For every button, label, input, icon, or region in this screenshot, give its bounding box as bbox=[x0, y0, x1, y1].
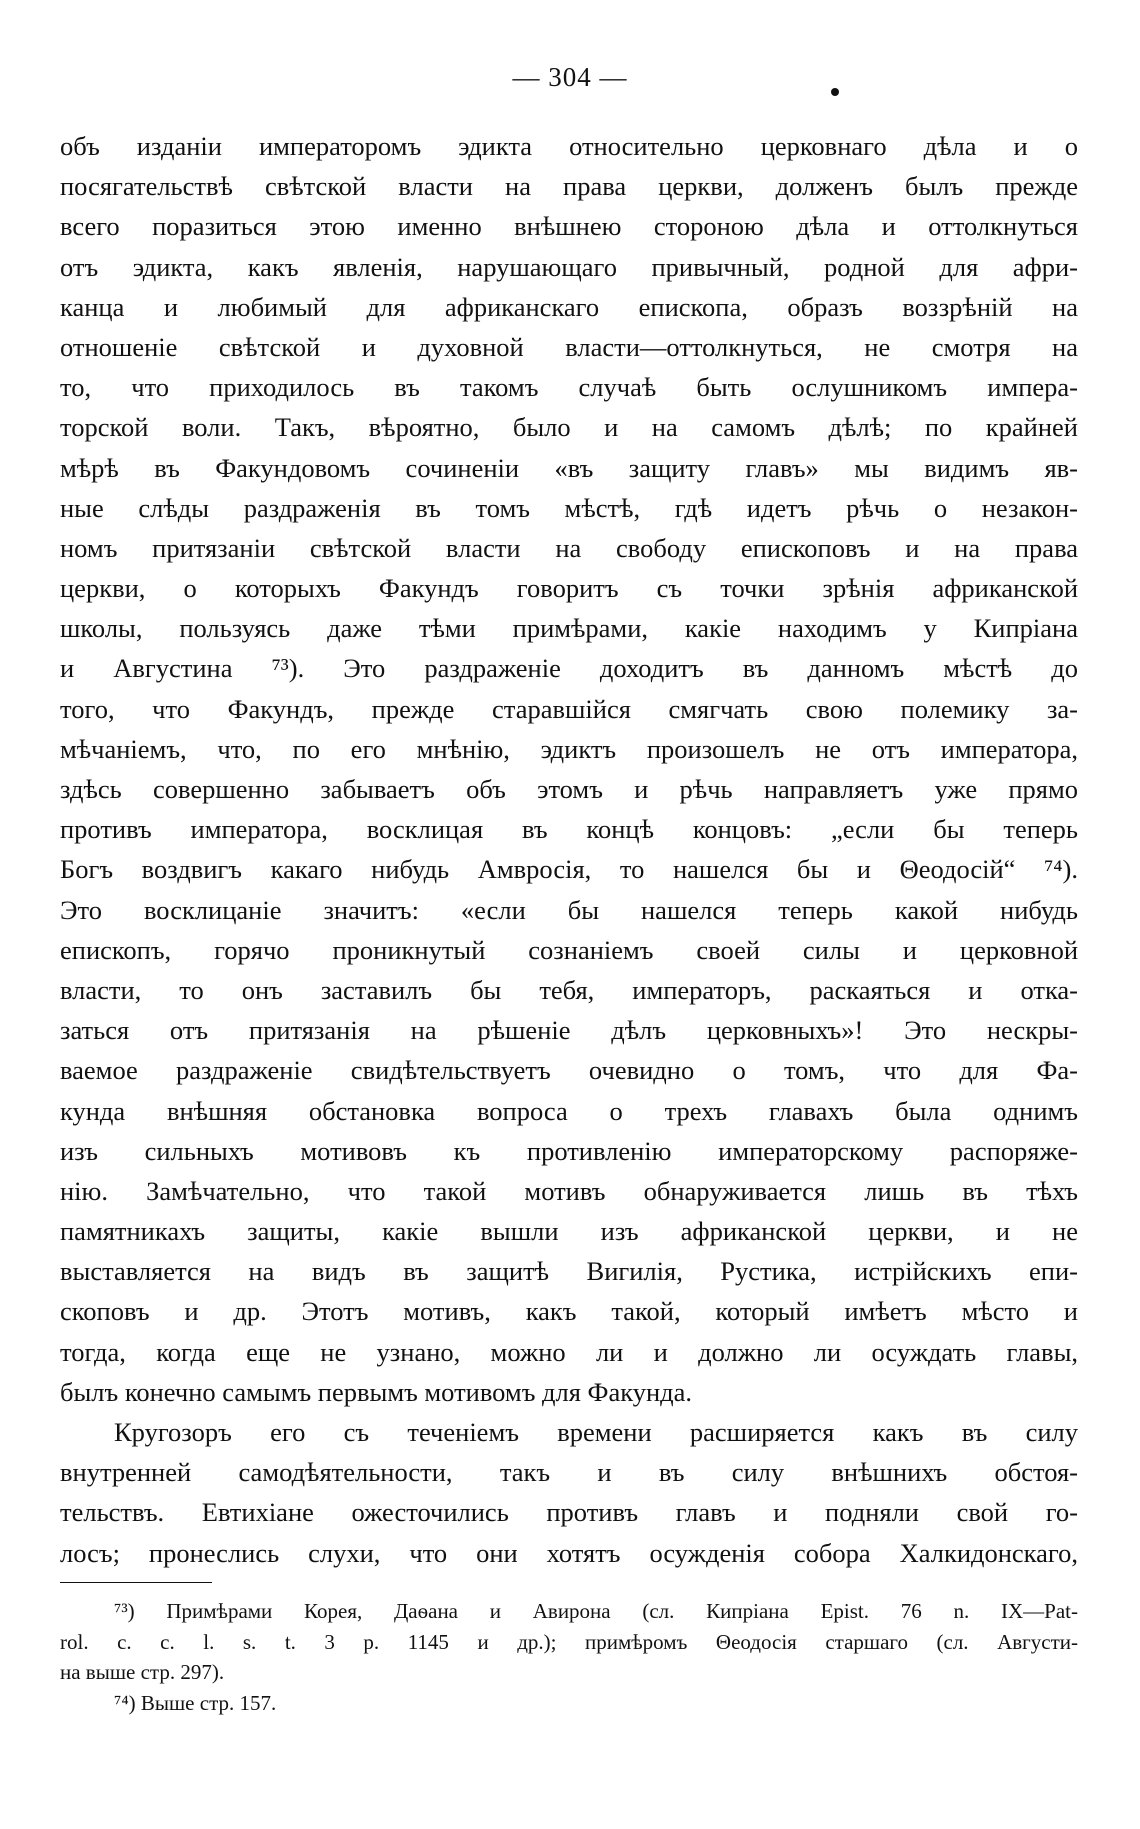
ink-speck bbox=[831, 88, 839, 96]
text-line: то, что приходилось въ такомъ случаѣ быть ослушникомъ импера- bbox=[60, 372, 1078, 403]
footnote-line: на выше стр. 297). bbox=[60, 1660, 225, 1684]
page-number: — 304 — bbox=[512, 62, 628, 92]
text-line: торской воли. Такъ, вѣроятно, было и на самомъ дѣлѣ; по крайней bbox=[60, 412, 1078, 443]
text-line: нiю. Замѣчательно, что такой мотивъ обнаруживается лишь въ тѣхъ bbox=[60, 1175, 1078, 1206]
text-line: того, что Факундъ, прежде старавшiйся смягчать свою полемику за- bbox=[60, 693, 1078, 724]
text-line: мѣчанiемъ, что, по его мнѣнiю, эдиктъ произошелъ не отъ императора, bbox=[60, 733, 1078, 764]
footnote-line: ⁷⁴) Выше стр. 157. bbox=[114, 1690, 277, 1715]
text-line: посягательствѣ свѣтской власти на права церкви, долженъ былъ прежде bbox=[60, 171, 1078, 202]
text-line: лосъ; пронеслись слухи, что они хотятъ осужденiя собора Халкидонскаго, bbox=[60, 1537, 1078, 1568]
footnote-separator bbox=[60, 1582, 212, 1583]
text-line: кунда внѣшняя обстановка вопроса о трехъ главахъ была однимъ bbox=[60, 1095, 1078, 1126]
text-line: власти, то онъ заставилъ бы тебя, императоръ, раскаяться и отка- bbox=[60, 974, 1078, 1005]
text-line: церкви, о которыхъ Факундъ говоритъ съ точки зрѣнiя африканской bbox=[60, 573, 1078, 604]
text-line: противъ императора, восклицая въ концѣ концовъ: „если бы теперь bbox=[60, 814, 1078, 845]
text-line: здѣсь совершенно забываетъ объ этомъ и рѣчь направляетъ уже прямо bbox=[60, 774, 1078, 804]
footnote-line: rol. c. c. l. s. t. 3 p. 1145 и др.); примѣромъ Θеодосiя старшаго (сл. Августи- bbox=[60, 1629, 1078, 1654]
text-line: всего поразиться этою именно внѣшнею стороною дѣла и оттолкнуться bbox=[60, 211, 1078, 242]
text-line: епископъ, горячо проникнутый сознанiемъ своей силы и церковной bbox=[60, 934, 1078, 965]
text-line: отношенiе свѣтской и духовной власти—оттолкнуться, не смотря на bbox=[60, 331, 1078, 362]
text-line: Богъ воздвигъ какаго нибудь Амвросiя, то нашелся бы и Θеодосiй“ ⁷⁴). bbox=[60, 854, 1078, 885]
text-line: ные слѣды раздраженiя въ томъ мѣстѣ, гдѣ идетъ рѣчь о незакон- bbox=[60, 492, 1078, 523]
text-line: тельствъ. Евтихiане ожесточились противъ главъ и подняли свой го- bbox=[60, 1497, 1078, 1528]
text-line: тогда, когда еще не узнано, можно ли и должно ли осуждать главы, bbox=[60, 1336, 1078, 1367]
text-line: и Августина ⁷³). Это раздраженiе доходитъ въ данномъ мѣстѣ до bbox=[60, 653, 1078, 684]
text-line: скоповъ и др. Этотъ мотивъ, какъ такой, который имѣетъ мѣсто и bbox=[60, 1296, 1078, 1327]
text-line: внутренней самодѣятельности, такъ и въ силу внѣшнихъ обстоя- bbox=[60, 1457, 1078, 1488]
text-line: ваемое раздраженiе свидѣтельствуетъ очевидно о томъ, что для Фа- bbox=[60, 1055, 1078, 1086]
text-line: заться отъ притязанiя на рѣшенiе дѣлъ церковныхъ»! Это нескры- bbox=[60, 1015, 1078, 1046]
text-line: школы, пользуясь даже тѣми примѣрами, какiе находимъ у Кипрiана bbox=[60, 613, 1078, 644]
text-line: номъ притязанiи свѣтской власти на свободу епископовъ и на права bbox=[60, 532, 1078, 563]
text-line: изъ сильныхъ мотивовъ къ противленiю императорскому распоряже- bbox=[60, 1135, 1078, 1166]
text-line: отъ эдикта, какъ явленiя, нарушающаго привычный, родной для афри- bbox=[60, 251, 1078, 282]
footnote-line: ⁷³) Примѣрами Корея, Даѳана и Авирона (сл. Кипрiана Epist. 76 n. IX—Pat- bbox=[114, 1599, 1078, 1623]
text-line: выставляется на видъ въ защитѣ Вигилiя, Рустика, истрiйскихъ епи- bbox=[60, 1256, 1078, 1287]
text-line: мѣрѣ въ Факундовомъ сочиненiи «въ защиту главъ» мы видимъ яв- bbox=[60, 452, 1078, 483]
text-line: памятникахъ защиты, какiе вышли изъ африканской церкви, и не bbox=[60, 1216, 1078, 1247]
paragraph-end-line: былъ конечно самымъ первымъ мотивомъ для Факунда. bbox=[60, 1376, 693, 1407]
main-text bbox=[60, 126, 1078, 1573]
paragraph-start-line: Кругозоръ его съ теченiемъ времени расширяется какъ въ силу bbox=[114, 1417, 1078, 1447]
text-line: Это восклицанiе значитъ: «если бы нашелся теперь какой нибудь bbox=[60, 894, 1078, 925]
text-line: канца и любимый для африканскаго епископа, образъ воззрѣнiй на bbox=[60, 291, 1078, 322]
footnotes bbox=[60, 1596, 1078, 1718]
text-line: объ изданiи императоромъ эдикта относительно церковнаго дѣла и о bbox=[60, 131, 1078, 161]
